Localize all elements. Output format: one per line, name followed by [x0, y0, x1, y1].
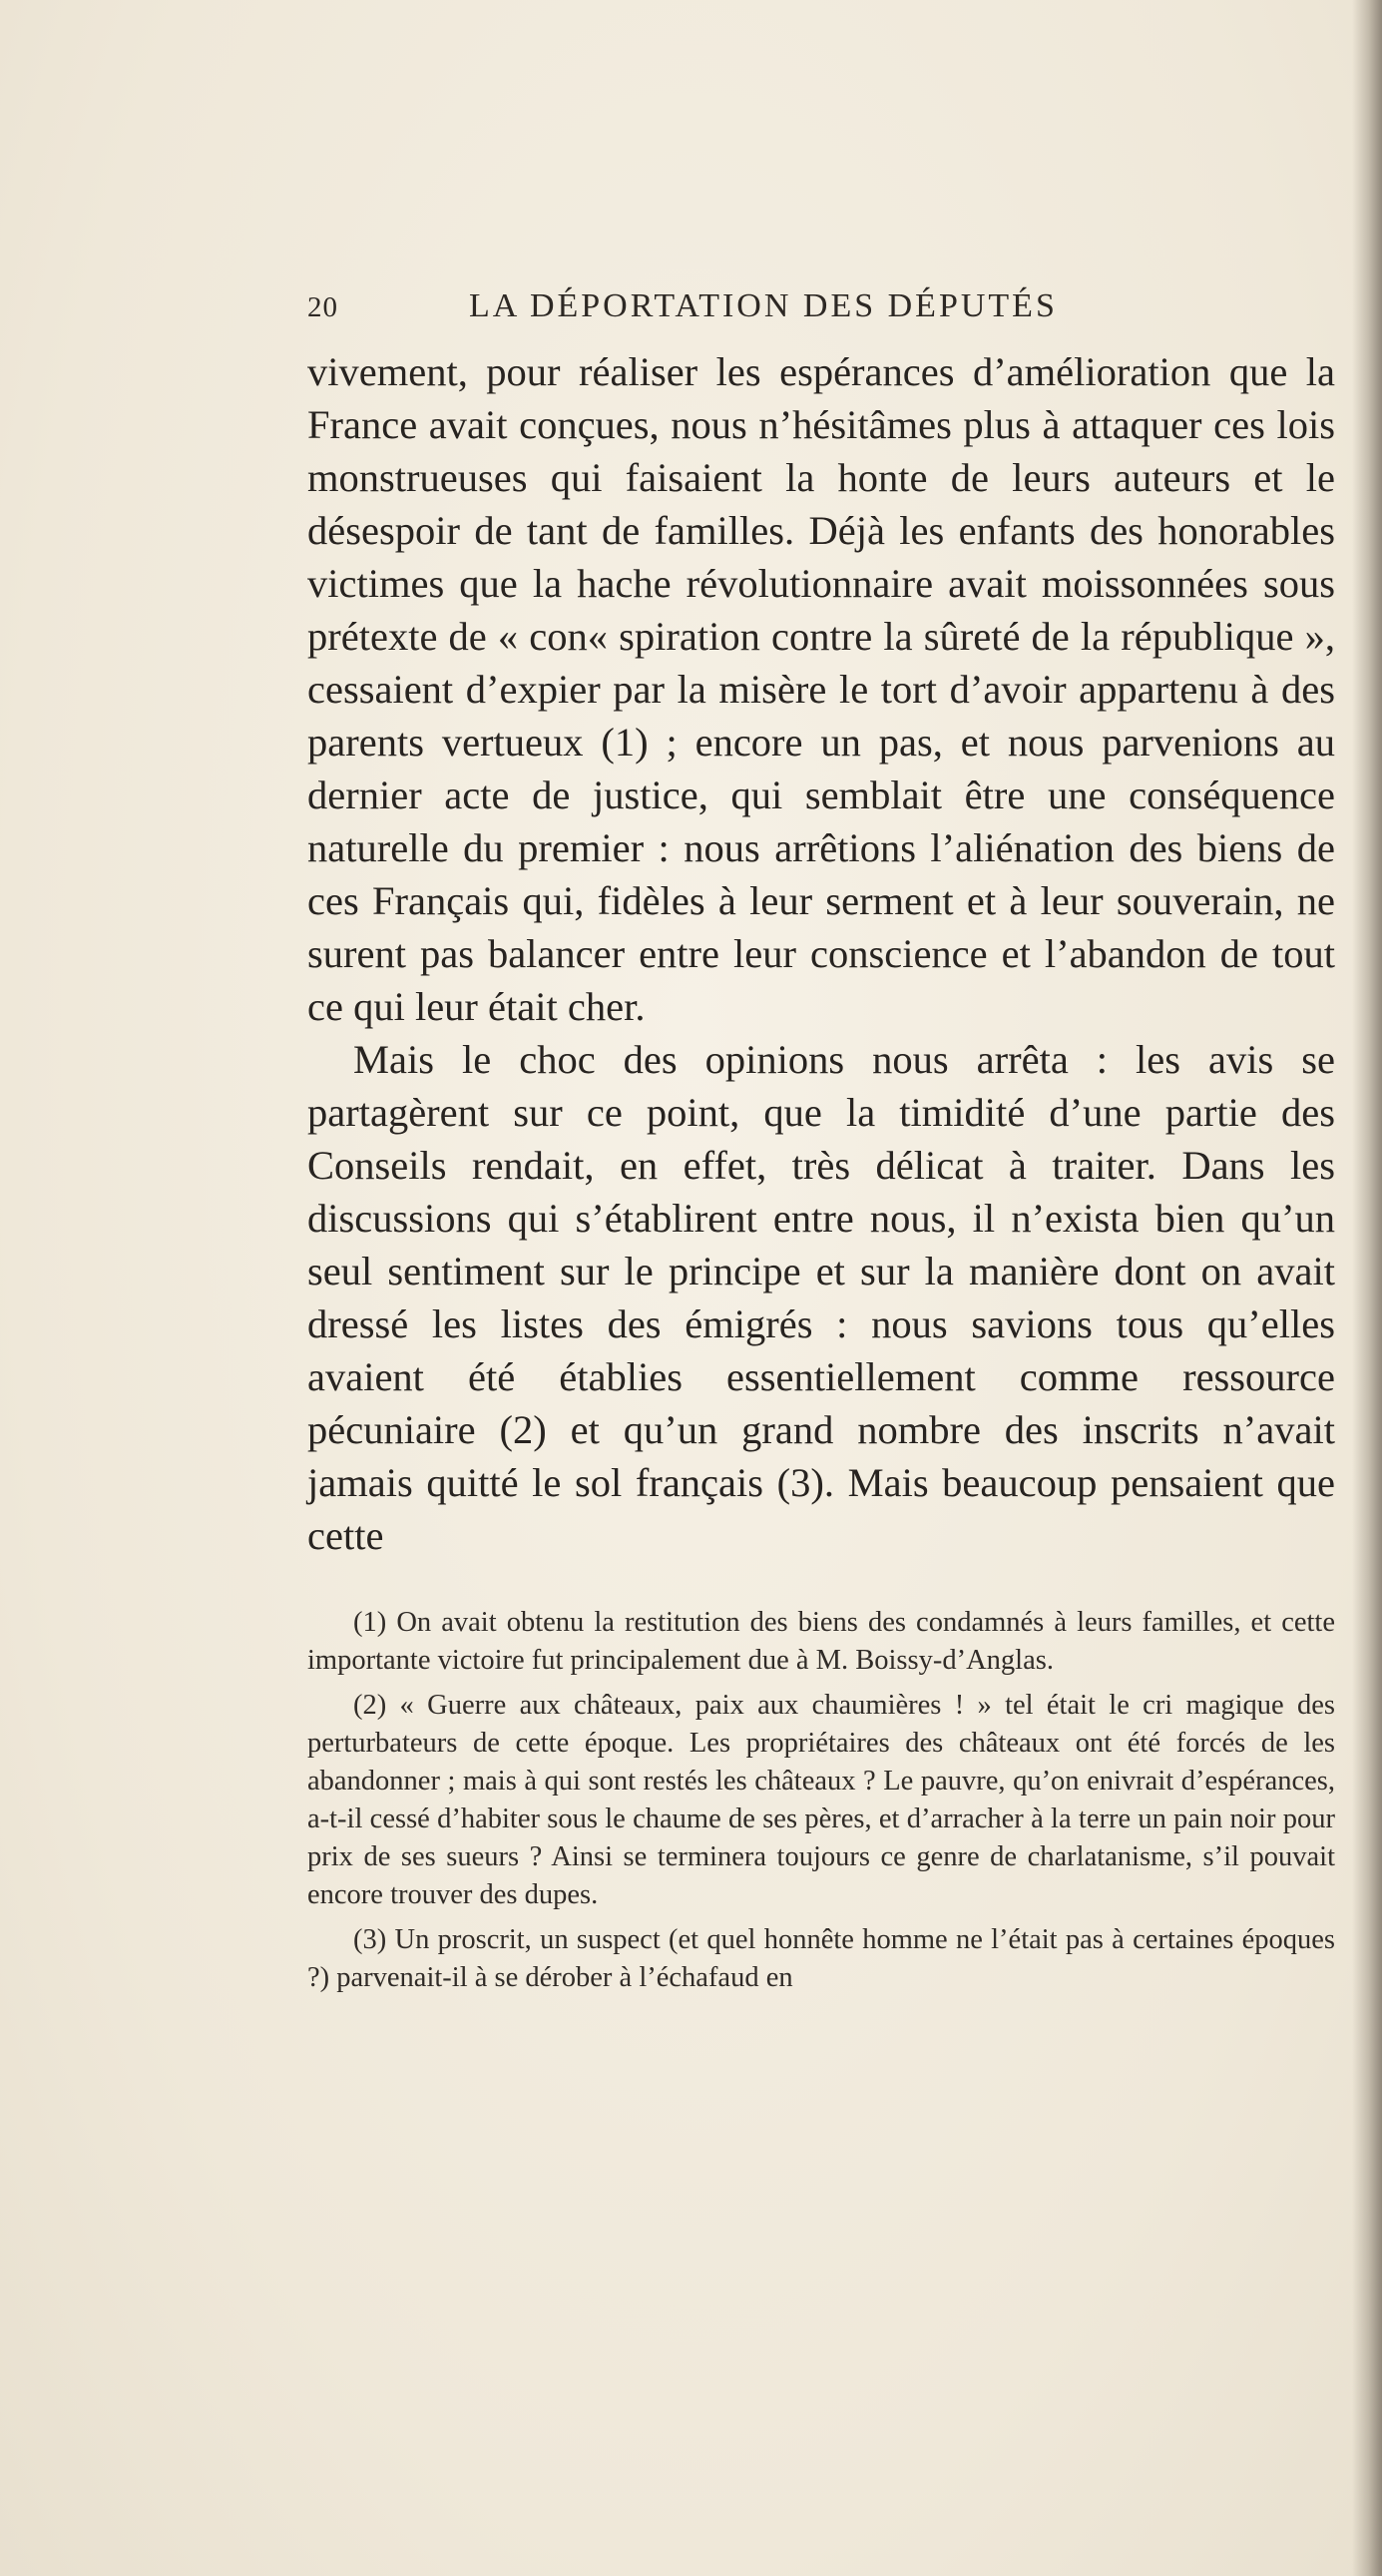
page-number: 20	[307, 291, 338, 323]
body-paragraph-1: vivement, pour réaliser les espérances d’amélioration que la France avait conçues, nous n’hésitâmes plus à attaquer ces lois monstrueuses qui faisaient la honte de leurs auteurs et le désespoir de tant de familles. Déjà les enfants des honorables victimes que la hache révolutionnaire avait moissonnées sous prétexte de « con« spiration contre la sûreté de la république », cessaient d’expier par la misère le tort d’avoir appartenu à des parents vertueux (1) ; encore un pas, et nous parvenions au dernier acte de justice, qui semblait être une conséquence naturelle du premier : nous arrêtions l’aliénation des biens de ces Français qui, fidèles à leur serment et à leur souverain, ne surent pas balancer entre leur conscience et l’abandon de tout ce qui leur était cher.	[307, 349, 1335, 1029]
footnote-2: (2) « Guerre aux châteaux, paix aux chaumières ! » tel était le cri magique des perturbateurs de cette époque. Les propriétaires des châteaux ont été forcés de les abandonner ; mais à qui sont restés les châteaux ? Le pauvre, qu’on enivrait d’espérances, a-t-il cessé d’habiter sous le chaume de ses pères, et d’arracher à la terre un pain noir pour prix de ses sueurs ? Ainsi se terminera toujours ce genre de charlatanisme, s’il pouvait encore trouver des dupes.	[307, 1690, 1335, 1910]
page-edge-shadow	[1352, 0, 1382, 2576]
running-title: LA DÉPORTATION DES DÉPUTÉS	[469, 287, 1058, 324]
running-header	[307, 279, 1335, 339]
footnote-3: (3) Un proscrit, un suspect (et quel honnête homme ne l’était pas à certaines époques ?) parvenait-il à se dérober à l’échafaud en	[307, 1924, 1335, 1993]
body-paragraph-2: Mais le choc des opinions nous arrêta : les avis se partagèrent sur ce point, que la timidité d’une partie des Conseils rendait, en effet, très délicat à traiter. Dans les discussions qui s’établirent entre nous, il n’exista bien qu’un seul sentiment sur le principe et sur la manière dont on avait dressé les listes des émigrés : nous savions tous qu’elles avaient été établies essentiellement comme ressource pécuniaire (2) et qu’un grand nombre des inscrits n’avait jamais quitté le sol français (3). Mais beaucoup pensaient que cette	[307, 1037, 1335, 1558]
footnotes	[307, 1604, 1335, 1997]
main-text	[307, 345, 1335, 1562]
footnote-1: (1) On avait obtenu la restitution des biens des condamnés à leurs familles, et cette importante victoire fut principalement due à M. Boissy-d’Anglas.	[307, 1607, 1335, 1676]
page-text-block	[307, 279, 1335, 2004]
